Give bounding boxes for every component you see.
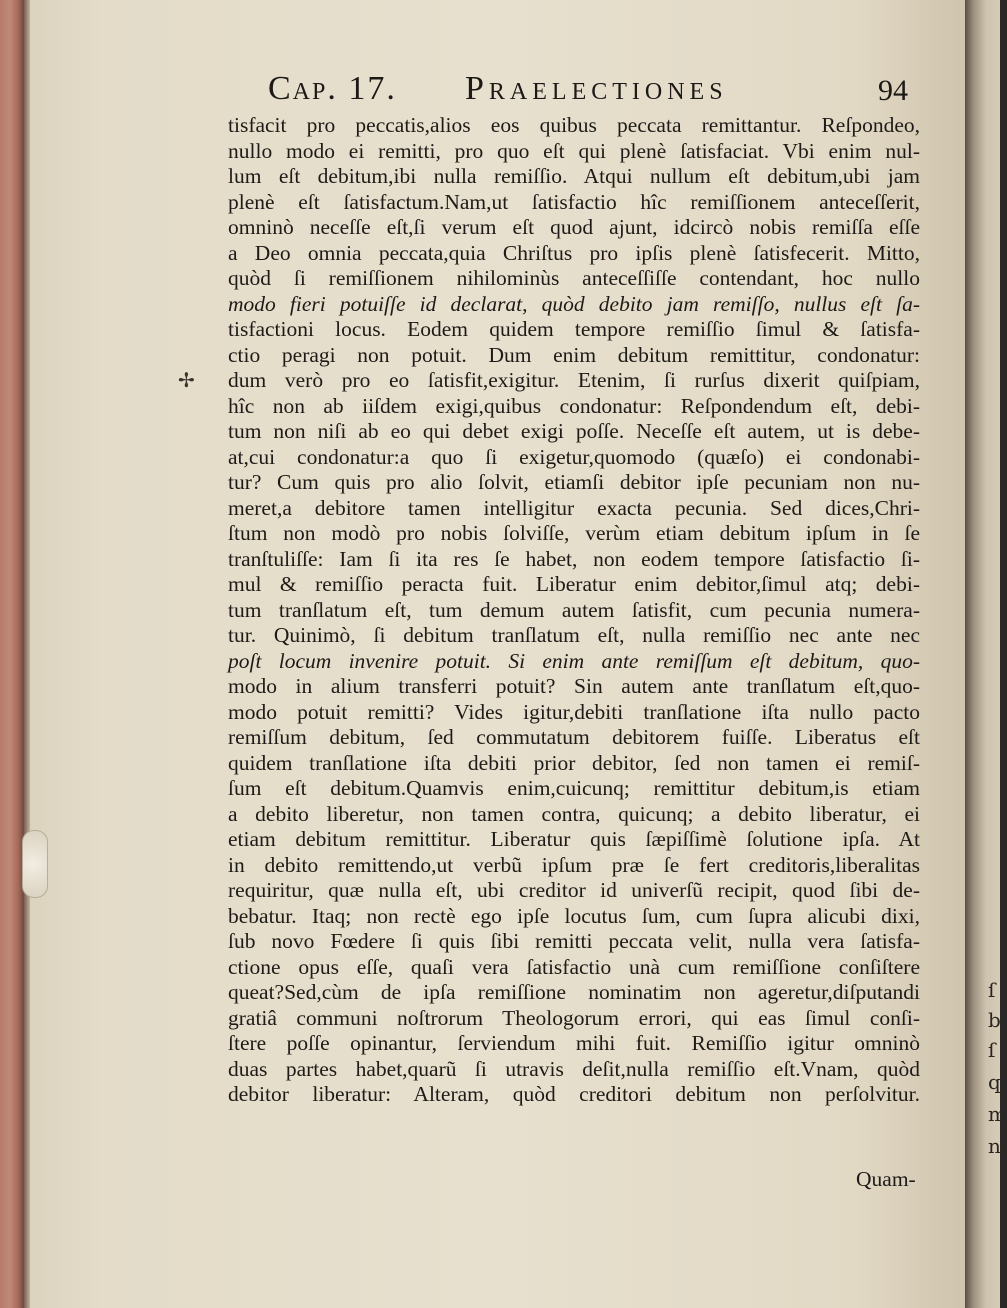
text-line: mul & remiſſio peracta fuit. Liberatur enim debitor,ſimul atq; debi- <box>228 572 920 596</box>
text-line: tisfactioni locus. Eodem quidem tempore remiſſio ſimul & ſatisfa- <box>228 317 920 341</box>
text-line: modo potuit remitti? Vides igitur,debiti tranſlatione iſta nullo pacto <box>228 699 920 724</box>
text-line: hîc non ab iiſdem exigi,quibus condonatur: Reſpondendum eſt, debi- <box>228 393 920 418</box>
text-line: requiritur, quæ nulla eſt, ubi creditor id univerſũ recipit, quod ſibi de- <box>228 878 920 902</box>
binding-clasp <box>22 830 48 898</box>
text-line: ſtere poſſe opinantur, ſerviendum mihi fuit. Remiſſio igitur omninò <box>228 1031 920 1055</box>
text-line: debitor liberatur: Alteram, quòd creditori debitum non perſolvitur. <box>228 1082 920 1106</box>
running-title: Praelectiones <box>465 70 728 107</box>
facing-page-glyph: b <box>988 1008 1001 1032</box>
text-line: at,cui condonatur:a quo ſi exigetur,quomodo (quæſo) ei condonabi- <box>228 444 920 469</box>
text-line: dum verò pro eo ſatisfit,exigitur. Etenim, ſi rurſus dixerit quiſpiam, <box>228 368 920 392</box>
facing-page-glyph: m <box>988 1102 1007 1126</box>
text-line: tur? Cum quis pro alio ſolvit, etiamſi debitor ipſe pecuniam non nu- <box>228 470 920 494</box>
text-line: nullo modo ei remitti, pro quo eſt qui plenè ſatisfaciat. Vbi enim nul- <box>228 138 920 163</box>
text-line: ctione opus eſſe, quaſi vera ſatisfactio unà cum remiſſione conſiſtere <box>228 954 920 979</box>
text-line: tisfacit pro peccatis,alios eos quibus peccata remittantur. Reſpondeo, <box>228 113 920 137</box>
body-text <box>228 113 920 1108</box>
text-line: tranſtuliſſe: Iam ſi ita res ſe habet, non eodem tempore ſatisfactio ſi- <box>228 546 920 571</box>
facing-page-glyph: ſ <box>988 978 996 1002</box>
text-line: remiſſum debitum, ſed commutatum debitorem fuiſſe. Liberatus eſt <box>228 725 920 749</box>
text-line: a Deo omnia peccata,quia Chriſtus pro ipſis plenè ſatisfecerit. Mitto, <box>228 240 920 265</box>
facing-page-glyph: ſ <box>988 1038 996 1062</box>
text-line: duas partes habet,quarũ ſi utravis deſit,nulla remiſſio eſt.Vnam, quòd <box>228 1056 920 1081</box>
text-line: tur. Quinimò, ſi debitum tranſlatum eſt, nulla remiſſio nec ante nec <box>228 623 920 647</box>
text-line: queat?Sed,cùm de ipſa remiſſione nominatim non ageretur,diſputandi <box>228 980 920 1004</box>
text-line: modo in alium transferri potuit? Sin autem ante tranſlatum eſt,quo- <box>228 674 920 698</box>
running-header <box>268 70 908 114</box>
text-line: in debito remittendo,ut verbũ ipſum præ ſe fert creditoris,liberalitas <box>228 852 920 877</box>
text-line: ſum eſt debitum.Quamvis enim,cuicunq; remittitur debitum,is etiam <box>228 776 920 800</box>
text-line: quidem tranſlatione iſta debiti prior debitor, ſed non tamen ei remiſ- <box>228 750 920 775</box>
text-line: gratiâ communi noſtrorum Theologorum errori, qui eas ſimul conſi- <box>228 1005 920 1030</box>
text-line: tum non niſi ab eo qui debet exigi poſſe. Neceſſe eſt autem, ut is debe- <box>228 419 920 443</box>
book-binding <box>0 0 24 1308</box>
text-line: modo fieri potuiſſe id declarat, quòd debito jam remiſſo, nullus eſt ſa- <box>228 291 920 316</box>
facing-page-glyph: ni <box>988 1134 1007 1158</box>
ornament-icon: ✢ <box>178 368 195 392</box>
catchword: Quam- <box>856 1167 916 1191</box>
text-line: a debito liberetur, non tamen contra, quicunq; a debito liberatur, ei <box>228 801 920 826</box>
text-line: bebatur. Itaq; non rectè ego ipſe locutus ſum, cum ſupra alicubi dixi, <box>228 903 920 928</box>
text-line: ſub novo Fœdere ſi quis ſibi remitti peccata velit, nulla vera ſatisfa- <box>228 929 920 953</box>
page-number: 94 <box>878 74 908 107</box>
text-line: plenè eſt ſatisfactum.Nam,ut ſatisfactio hîc remiſſionem anteceſſerit, <box>228 189 920 214</box>
text-line: lum eſt debitum,ibi nulla remiſſio. Atqui nullum eſt debitum,ubi jam <box>228 164 920 188</box>
facing-page-glyph: q <box>988 1070 1001 1094</box>
text-line: tum tranſlatum eſt, tum demum autem ſatisfit, cum pecunia numera- <box>228 597 920 622</box>
text-line: ſtum non modò pro nobis ſolviſſe, verùm etiam debitum ipſum in ſe <box>228 521 920 545</box>
text-line: quòd ſi remiſſionem nihilominùs anteceſſiſſe contendant, hoc nullo <box>228 266 920 290</box>
text-line: etiam debitum remittitur. Liberatur quis ſæpiſſimè ſolutione ipſa. At <box>228 827 920 851</box>
text-line: omninò neceſſe eſt,ſi verum eſt quod ajunt, idcircò nobis remiſſa eſſe <box>228 215 920 239</box>
chapter-label: Cap. 17. <box>268 70 397 107</box>
text-line: poſt locum invenire potuit. Si enim ante remiſſum eſt debitum, quo- <box>228 648 920 673</box>
text-line: meret,a debitore tamen intelligitur exacta pecunia. Sed dices,Chri- <box>228 495 920 520</box>
text-line: ctio peragi non potuit. Dum enim debitum remittitur, condonatur: <box>228 342 920 367</box>
